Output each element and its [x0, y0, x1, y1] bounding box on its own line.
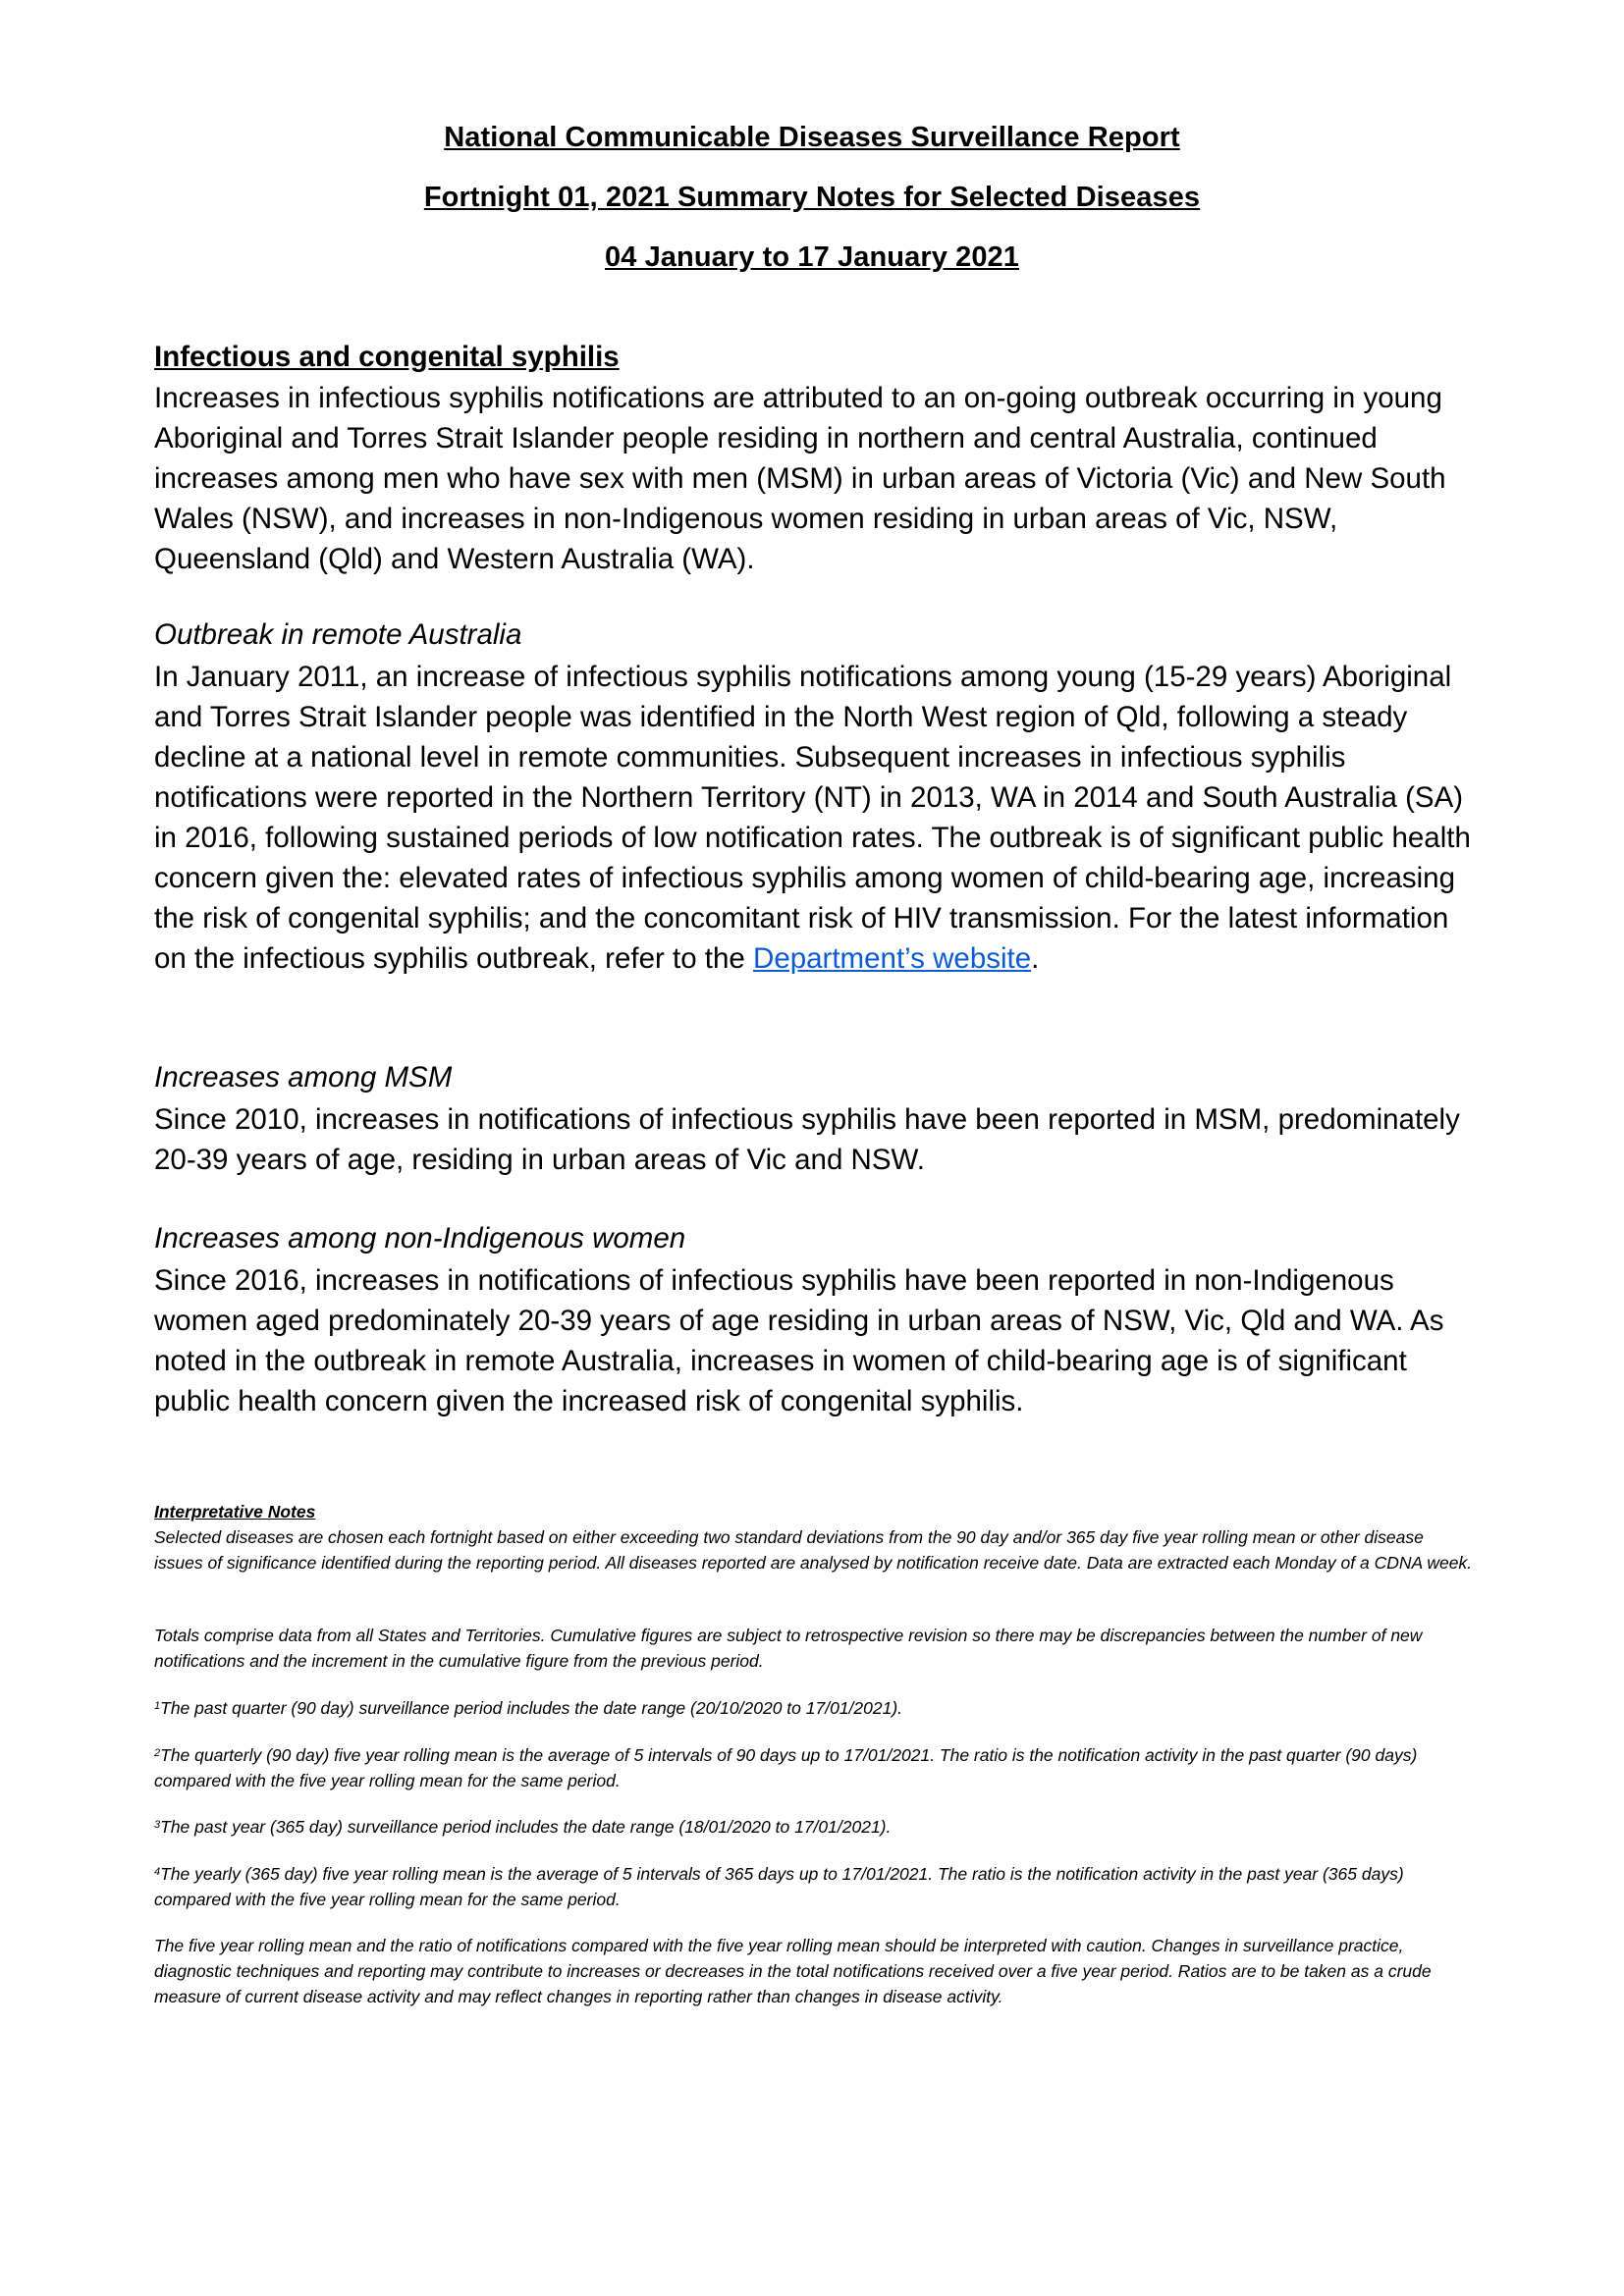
note-past-year [154, 1814, 1475, 1840]
footnote-marker: 2 [154, 1747, 161, 1759]
intro-paragraph: Increases in infectious syphilis notifications are attributed to an on-going outbreak occurring in young Aboriginal and Torres Strait Islander people residing in northern and central Australia, continued increases among men who have sex with men (MSM) in urban areas of Victoria (Vic) and New South Wales (NSW), and increases in non-Indigenous women residing in urban areas of Vic, NSW, Queensland (Qld) and Western Australia (WA). [154, 382, 1446, 575]
report-subtitle: Fortnight 01, 2021 Summary Notes for Selected Diseases [423, 182, 1201, 213]
outbreak-end: . [1031, 942, 1040, 975]
note-text: The yearly (365 day) five year rolling mean is the average of 5 intervals of 365 days up to 17/01/2021. The ratio is the notification activity in the past year (365 days) compared with the five year rolling mean for the same period. [154, 1864, 1404, 1909]
note-caution: The five year rolling mean and the ratio of notifications compared with the five year rolling mean should be interpreted with caution. Changes in surveillance practice, diagnostic techniques and reporting may contribute to increases or decreases in the total notifications received over a five year period. Ratios are to be taken as a crude measure of current disease activity and may reflect changes in reporting rather than changes in disease activity. [154, 1936, 1432, 2006]
interpretative-notes-heading: Interpretative Notes [154, 1502, 316, 1522]
note-quarterly-mean [154, 1742, 1475, 1793]
note-past-quarter [154, 1695, 1475, 1721]
msm-paragraph: Since 2010, increases in notifications of infectious syphilis have been reported in MSM, predominately 20-39 years of age, residing in urban areas of Vic and NSW. [154, 1103, 1460, 1176]
note-yearly-mean [154, 1861, 1475, 1912]
note-selected-diseases: Selected diseases are chosen each fortnight based on either exceeding two standard deviations from the 90 day and/or 365 day five year rolling mean or other disease issues of significance identified during the reporting period. All diseases reported are analysed by notification receive date. Data are extracted each Monday of a CDNA week. [154, 1527, 1473, 1573]
women-paragraph: Since 2016, increases in notifications of infectious syphilis have been reported in non-Indigenous women aged predominately 20-39 years of age residing in urban areas of NSW, Vic, Qld and WA. As noted in the outbreak in remote Australia, increases in women of child-bearing age is of significant public health concern given the increased risk of congenital syphilis. [154, 1264, 1444, 1417]
outbreak-paragraph [154, 657, 1475, 979]
report-date-range: 04 January to 17 January 2021 [604, 241, 1020, 273]
footnote-marker: 1 [154, 1700, 161, 1712]
women-heading: Increases among non-Indigenous women [154, 1222, 686, 1255]
footnote-marker: 4 [154, 1866, 161, 1878]
outbreak-text: In January 2011, an increase of infectious syphilis notifications among young (15-29 years) Aboriginal and Torres Strait Islander people was identified in the North West region of Qld, following a steady decline at a national level in remote communities. Subsequent increases in infectious syphilis notifications were reported in the Northern Territory (NT) in 2013, WA in 2014 and South Australia (SA) in 2016, following sustained periods of low notification rates. The outbreak is of significant public health concern given the: elevated rates of infectious syphilis among women of child-bearing age, increasing the risk of congenital syphilis; and the concomitant risk of HIV transmission. For the latest information on the infectious syphilis outbreak, refer to the [154, 661, 1471, 975]
department-website-link[interactable]: Department’s website [753, 942, 1032, 975]
outbreak-heading: Outbreak in remote Australia [154, 618, 522, 651]
report-title: National Communicable Diseases Surveillance Report [444, 122, 1180, 153]
msm-heading: Increases among MSM [154, 1061, 453, 1094]
section-heading: Infectious and congenital syphilis [154, 341, 620, 373]
note-totals: Totals comprise data from all States and Territories. Cumulative figures are subject to retrospective revision so there may be discrepancies between the number of new notifications and the increment in the cumulative figure from the previous period. [154, 1626, 1423, 1671]
note-text: The past quarter (90 day) surveillance period includes the date range (20/10/2020 to 17/01/2021). [160, 1698, 903, 1718]
footnote-marker: 3 [154, 1819, 161, 1831]
note-text: The quarterly (90 day) five year rolling mean is the average of 5 intervals of 90 days up to 17/01/2021. The ratio is the notification activity in the past quarter (90 days) compared with the five year rolling mean for the same period. [154, 1745, 1418, 1790]
note-text: The past year (365 day) surveillance period includes the date range (18/01/2020 to 17/01/2021). [160, 1817, 892, 1837]
